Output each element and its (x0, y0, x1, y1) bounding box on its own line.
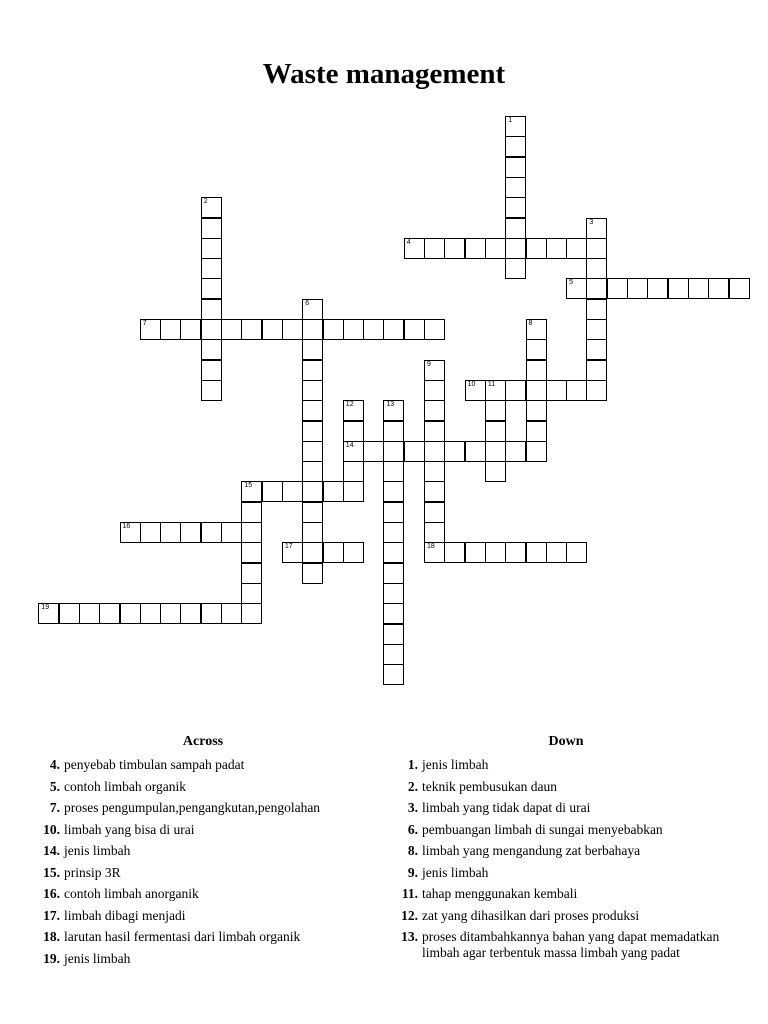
grid-cell[interactable] (505, 157, 526, 178)
cell-number: 11 (487, 380, 496, 388)
grid-cell[interactable] (485, 380, 506, 401)
grid-cell[interactable] (505, 218, 526, 239)
grid-cell[interactable] (485, 461, 506, 482)
grid-cell[interactable] (505, 380, 526, 401)
grid-cell[interactable] (444, 238, 465, 259)
grid-cell[interactable] (404, 319, 425, 340)
grid-cell[interactable] (586, 258, 607, 279)
cell-number: 19 (41, 604, 50, 612)
grid-cell[interactable] (262, 319, 283, 340)
grid-cell[interactable] (302, 461, 323, 482)
grid-cell[interactable] (526, 380, 547, 401)
clue-text: prinsip 3R (64, 864, 121, 880)
clue-number: 16. (43, 886, 60, 901)
grid-cell[interactable] (424, 461, 445, 482)
grid-cell[interactable] (424, 481, 445, 502)
clue-item (38, 776, 368, 798)
grid-cell[interactable] (383, 319, 404, 340)
grid-cell[interactable] (505, 258, 526, 279)
cell-number: 18 (427, 543, 435, 551)
clue-number: 17. (43, 907, 60, 923)
grid-cell[interactable] (465, 441, 486, 462)
clue-text: contoh limbah organik (64, 778, 186, 794)
clue-number: 6. (407, 821, 418, 837)
grid-cell[interactable] (120, 522, 141, 543)
clue-item (396, 905, 736, 927)
grid-cell[interactable] (424, 380, 445, 401)
grid-cell[interactable] (302, 299, 323, 320)
clue-item (38, 797, 368, 819)
grid-cell[interactable] (302, 421, 323, 442)
grid-cell[interactable] (343, 319, 364, 340)
grid-cell[interactable] (444, 542, 465, 563)
clue-number: 15. (43, 864, 60, 880)
grid-cell[interactable] (566, 542, 587, 563)
grid-cell[interactable] (363, 319, 384, 340)
cell-number: 6 (305, 299, 310, 307)
grid-cell[interactable] (607, 278, 628, 299)
grid-cell[interactable] (586, 218, 607, 239)
grid-cell[interactable] (383, 603, 404, 624)
grid-cell[interactable] (302, 319, 323, 340)
clue-text: proses pengumpulan,pengangkutan,pengolahan (64, 800, 321, 815)
grid-cell[interactable] (383, 502, 404, 523)
grid-cell[interactable] (201, 339, 222, 360)
grid-cell[interactable] (302, 400, 323, 421)
grid-cell[interactable] (221, 603, 242, 624)
grid-cell[interactable] (302, 360, 323, 381)
grid-cell[interactable] (343, 421, 364, 442)
grid-cell[interactable] (282, 319, 303, 340)
clue-number: 19. (43, 950, 60, 966)
clue-text: jenis limbah (422, 864, 489, 880)
grid-cell[interactable] (383, 441, 404, 462)
grid-cell[interactable] (282, 481, 303, 502)
clue-number: 1. (407, 757, 418, 772)
clue-item (396, 926, 736, 960)
clue-text: larutan hasil fermentasi dari limbah organik (64, 929, 301, 944)
clue-text: penyebab timbulan sampah padat (64, 757, 245, 772)
grid-cell[interactable] (485, 421, 506, 442)
clue-text: limbah yang tidak dapat di urai (422, 800, 591, 815)
grid-cell[interactable] (180, 319, 201, 340)
clue-number: 7. (49, 800, 60, 815)
cell-number: 9 (427, 360, 431, 368)
clue-item (396, 862, 736, 884)
grid-cell[interactable] (140, 603, 161, 624)
clue-item (396, 754, 736, 776)
grid-cell[interactable] (282, 542, 303, 563)
across-clue-list (38, 754, 368, 969)
grid-cell[interactable] (323, 319, 344, 340)
cell-number: 7 (142, 320, 147, 327)
grid-cell[interactable] (302, 481, 323, 502)
grid-cell[interactable] (180, 603, 201, 624)
cell-number: 8 (528, 320, 533, 327)
grid-cell[interactable] (383, 461, 404, 482)
grid-cell[interactable] (99, 603, 120, 624)
clue-number: 3. (407, 800, 418, 815)
clue-text: jenis limbah (422, 757, 489, 772)
clue-item (38, 905, 368, 927)
grid-cell[interactable] (505, 116, 526, 137)
grid-cell[interactable] (241, 502, 262, 523)
grid-cell[interactable] (383, 664, 404, 685)
grid-cell[interactable] (79, 603, 100, 624)
grid-cell[interactable] (120, 603, 141, 624)
clue-item (396, 819, 736, 841)
grid-cell[interactable] (668, 278, 689, 299)
clue-text: zat yang dihasilkan dari proses produksi (422, 907, 640, 923)
grid-cell[interactable] (546, 380, 567, 401)
grid-cell[interactable] (221, 522, 242, 543)
grid-cell[interactable] (302, 441, 323, 462)
grid-cell[interactable] (505, 177, 526, 198)
cell-number: 1 (508, 117, 513, 124)
grid-cell[interactable] (201, 278, 222, 299)
grid-cell[interactable] (586, 278, 607, 299)
grid-cell[interactable] (383, 421, 404, 442)
grid-cell[interactable] (160, 522, 181, 543)
grid-cell[interactable] (505, 542, 526, 563)
clue-text: proses ditambahkannya bahan yang dapat memadatkan limbah agar terbentuk massa limbah yang padat (422, 929, 720, 960)
grid-cell[interactable] (241, 481, 262, 502)
grid-cell[interactable] (343, 400, 364, 421)
grid-cell[interactable] (465, 542, 486, 563)
grid-cell[interactable] (302, 502, 323, 523)
clue-text: jenis limbah (64, 843, 131, 858)
grid-cell[interactable] (526, 360, 547, 381)
grid-cell[interactable] (201, 218, 222, 239)
grid-cell[interactable] (363, 441, 384, 462)
grid-cell[interactable] (526, 441, 547, 462)
grid-cell[interactable] (160, 319, 181, 340)
down-clues (396, 733, 736, 960)
grid-cell[interactable] (424, 522, 445, 543)
grid-cell[interactable] (424, 319, 445, 340)
grid-cell[interactable] (526, 339, 547, 360)
grid-cell[interactable] (383, 624, 404, 645)
grid-cell[interactable] (424, 360, 445, 381)
grid-cell[interactable] (566, 278, 587, 299)
grid-cell[interactable] (221, 319, 242, 340)
grid-cell[interactable] (526, 238, 547, 259)
clue-text: limbah dibagi menjadi (64, 907, 186, 923)
cell-number: 13 (386, 401, 395, 409)
grid-cell[interactable] (465, 380, 486, 401)
grid-cell[interactable] (526, 542, 547, 563)
clue-number: 12. (401, 907, 418, 923)
grid-cell[interactable] (647, 278, 668, 299)
grid-cell[interactable] (526, 319, 547, 340)
clue-number: 11. (401, 886, 418, 901)
clue-item (38, 819, 368, 841)
grid-cell[interactable] (383, 583, 404, 604)
cell-number: 14 (345, 441, 354, 449)
grid-cell[interactable] (485, 400, 506, 421)
cell-number: 17 (284, 543, 293, 551)
grid-cell[interactable] (241, 603, 262, 624)
cell-number: 5 (569, 279, 573, 287)
cell-number: 16 (122, 523, 131, 530)
down-heading: Down (548, 734, 584, 749)
grid-cell[interactable] (302, 380, 323, 401)
grid-cell[interactable] (140, 319, 161, 340)
clue-text: limbah yang bisa di urai (64, 821, 195, 837)
grid-cell[interactable] (444, 441, 465, 462)
grid-cell[interactable] (383, 481, 404, 502)
grid-cell[interactable] (241, 542, 262, 563)
across-clues (38, 733, 368, 969)
grid-cell[interactable] (59, 603, 80, 624)
grid-cell[interactable] (38, 603, 59, 624)
grid-cell[interactable] (485, 542, 506, 563)
grid-cell[interactable] (323, 481, 344, 502)
grid-cell[interactable] (383, 542, 404, 563)
clue-text: teknik pembusukan daun (422, 778, 557, 794)
grid-cell[interactable] (627, 278, 648, 299)
grid-cell[interactable] (404, 441, 425, 462)
grid-cell[interactable] (201, 380, 222, 401)
grid-cell[interactable] (404, 238, 425, 259)
grid-cell[interactable] (586, 339, 607, 360)
grid-cell[interactable] (424, 502, 445, 523)
grid-cell[interactable] (201, 522, 222, 543)
clue-number: 8. (407, 843, 418, 858)
grid-cell[interactable] (566, 238, 587, 259)
grid-cell[interactable] (586, 380, 607, 401)
grid-cell[interactable] (241, 522, 262, 543)
grid-cell[interactable] (140, 522, 161, 543)
grid-cell[interactable] (241, 583, 262, 604)
grid-cell[interactable] (241, 319, 262, 340)
grid-cell[interactable] (262, 481, 283, 502)
grid-cell[interactable] (505, 441, 526, 462)
puzzle-title: Waste management (262, 58, 506, 90)
grid-cell[interactable] (302, 563, 323, 584)
grid-cell[interactable] (383, 563, 404, 584)
grid-cell[interactable] (302, 339, 323, 360)
clue-item (38, 840, 368, 862)
grid-cell[interactable] (485, 238, 506, 259)
grid-cell[interactable] (729, 278, 750, 299)
clue-item (38, 862, 368, 884)
clue-item (396, 883, 736, 905)
cell-number: 15 (244, 482, 253, 490)
cell-number: 10 (467, 380, 476, 388)
grid-cell[interactable] (586, 299, 607, 320)
cell-number: 2 (203, 198, 208, 206)
clue-item (396, 840, 736, 862)
grid-cell[interactable] (505, 238, 526, 259)
clue-text: limbah yang mengandung zat berbahaya (422, 843, 641, 858)
grid-cell[interactable] (485, 441, 506, 462)
clue-text: tahap menggunakan kembali (422, 886, 578, 901)
grid-cell[interactable] (343, 542, 364, 563)
clue-number: 2. (407, 778, 418, 794)
grid-cell[interactable] (688, 278, 709, 299)
clue-item (38, 883, 368, 905)
grid-cell[interactable] (424, 238, 445, 259)
grid-cell[interactable] (566, 380, 587, 401)
clue-text: jenis limbah (64, 950, 131, 966)
grid-cell[interactable] (465, 238, 486, 259)
cell-number: 3 (589, 218, 594, 226)
clue-item (38, 926, 368, 948)
across-heading: Across (182, 734, 224, 749)
grid-cell[interactable] (546, 238, 567, 259)
grid-cell[interactable] (323, 542, 344, 563)
grid-cell[interactable] (526, 421, 547, 442)
clue-number: 18. (43, 929, 60, 944)
clue-item (396, 797, 736, 819)
grid-cell[interactable] (180, 522, 201, 543)
clue-text: pembuangan limbah di sungai menyebabkan (422, 821, 663, 837)
clue-item (38, 754, 368, 776)
cell-number: 4 (406, 238, 411, 246)
grid-cell[interactable] (160, 603, 181, 624)
grid-cell[interactable] (424, 421, 445, 442)
clue-number: 4. (49, 757, 60, 772)
grid-cell[interactable] (343, 441, 364, 462)
clue-text: contoh limbah anorganik (64, 886, 199, 901)
down-clue-list (396, 754, 736, 960)
grid-cell[interactable] (546, 542, 567, 563)
grid-cell[interactable] (424, 400, 445, 421)
grid-cell[interactable] (505, 136, 526, 157)
grid-cell[interactable] (505, 197, 526, 218)
grid-cell[interactable] (201, 360, 222, 381)
grid-cell[interactable] (201, 258, 222, 279)
grid-cell[interactable] (383, 644, 404, 665)
clue-number: 5. (49, 778, 60, 794)
clue-item (38, 948, 368, 970)
grid-cell[interactable] (302, 542, 323, 563)
grid-cell[interactable] (302, 522, 323, 543)
grid-cell[interactable] (241, 563, 262, 584)
grid-cell[interactable] (526, 400, 547, 421)
grid-cell[interactable] (201, 319, 222, 340)
grid-cell[interactable] (586, 238, 607, 259)
clue-number: 14. (43, 843, 60, 858)
grid-cell[interactable] (586, 360, 607, 381)
grid-cell[interactable] (424, 542, 445, 563)
grid-cell[interactable] (383, 400, 404, 421)
grid-cell[interactable] (201, 238, 222, 259)
grid-cell[interactable] (201, 299, 222, 320)
clue-number: 13. (401, 929, 418, 944)
grid-cell[interactable] (343, 461, 364, 482)
grid-cell[interactable] (343, 481, 364, 502)
grid-cell[interactable] (586, 319, 607, 340)
grid-cell[interactable] (424, 441, 445, 462)
clue-number: 9. (407, 864, 418, 880)
cell-number: 12 (345, 401, 354, 409)
grid-cell[interactable] (383, 522, 404, 543)
clue-item (396, 776, 736, 798)
grid-cell[interactable] (201, 197, 222, 218)
grid-cell[interactable] (708, 278, 729, 299)
clue-number: 10. (43, 821, 60, 837)
grid-cell[interactable] (201, 603, 222, 624)
